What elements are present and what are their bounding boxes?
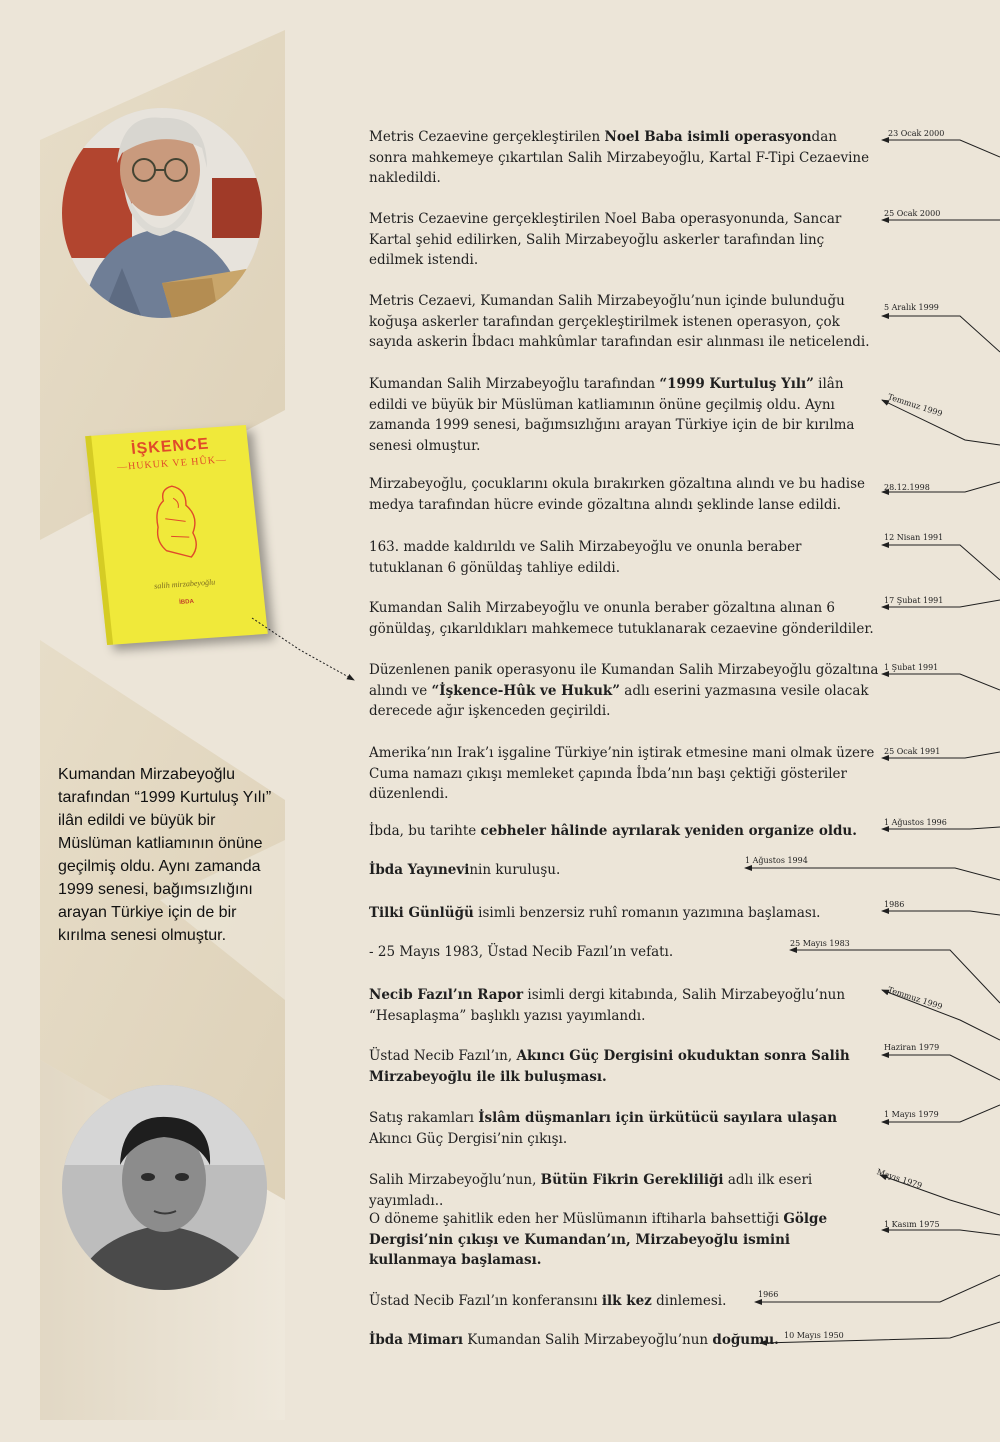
- entry-text: isimli dergi kitabında, Salih Mirzabeyoğlu’nun “Hesaplaşma” başlıklı yazısı yayımlandı.: [369, 987, 846, 1024]
- timeline-entry: [369, 985, 879, 1026]
- timeline-date: 1 Ağustos 1996: [884, 818, 947, 827]
- timeline-entry: [369, 1209, 879, 1271]
- timeline-date: 1 Kasım 1975: [884, 1220, 940, 1229]
- entry-text: İbda, bu tarihte: [369, 823, 481, 839]
- entry-text-bold: “1999 Kurtuluş Yılı”: [659, 376, 814, 392]
- timeline-date: Haziran 1979: [884, 1043, 940, 1052]
- entry-text: adlı ilk eseri yayımladı..: [369, 1172, 813, 1209]
- timeline-date: 1 Ağustos 1994: [745, 856, 808, 865]
- entry-text: Amerika’nın Irak’ı işgaline Türkiye’nin iştirak etmesine mani olmak üzere Cuma namazı çıkışı memleket çapında İbda’nın başı çektiği gösteriler düzenlendi.: [369, 745, 875, 802]
- timeline-entry: [369, 1170, 879, 1211]
- entry-text: Salih Mirzabeyoğlu’nun,: [369, 1172, 541, 1188]
- timeline-date: 10 Mayıs 1950: [784, 1331, 844, 1340]
- entry-text: - 25 Mayıs 1983, Üstad Necib Fazıl’ın vefatı.: [369, 944, 674, 960]
- timeline-date: 1966: [758, 1290, 779, 1299]
- timeline-entry: [369, 209, 879, 271]
- timeline-entry: [369, 127, 879, 189]
- pull-quote: Kumandan Mirzabeyoğlu tarafından “1999 Kurtuluş Yılı” ilân edildi ve büyük bir Müslüman katliamının önüne geçilmiş oldu. Aynı zamanda 1999 senesi, bağımsızlığını arayan Türkiye için de bir kırılma senesi olmuştur.: [58, 766, 272, 944]
- book-publisher: İBDA: [178, 598, 195, 606]
- entry-text-bold: Noel Baba isimli operasyon: [604, 129, 812, 145]
- entry-text-bold: İslâm düşmanları için ürkütücü sayılara ulaşan: [478, 1110, 838, 1126]
- entry-text-bold: İbda Yayınevi: [369, 862, 470, 878]
- entry-text-bold: Tilki Günlüğü: [369, 905, 474, 921]
- timeline-entry: [369, 598, 879, 639]
- timeline-entry: [369, 821, 879, 842]
- entry-text: Metris Cezaevine gerçekleştirilen Noel Baba operasyonunda, Sancar Kartal şehid edilirken, Salih Mirzabeyoğlu askerler tarafından linç edilmek istendi.: [369, 211, 842, 268]
- timeline-date: 25 Mayıs 1983: [790, 939, 850, 948]
- timeline-date: 1 Mayıs 1979: [884, 1110, 939, 1119]
- entry-text: Akıncı Güç Dergisi’nin çıkışı.: [369, 1130, 568, 1147]
- entry-text: Metris Cezaevine gerçekleştirilen: [369, 129, 605, 145]
- entry-text: dan sonra mahkemeye çıkartılan Salih Mirzabeyoğlu, Kartal F-Tipi Cezaevine nakledildi.: [369, 129, 870, 186]
- entry-text: Kumandan Salih Mirzabeyoğlu tarafından: [369, 376, 660, 392]
- entry-text-bold: Necib Fazıl’ın Rapor: [369, 987, 524, 1003]
- book-author: salih mirzabeyoğlu: [153, 577, 216, 591]
- book-subtitle: —HUKUK VE HÛK—: [116, 454, 228, 473]
- entry-text: 163. madde kaldırıldı ve Salih Mirzabeyoğlu ve onunla beraber tutuklanan 6 gönüldaş tahliye edildi.: [369, 539, 802, 576]
- entry-text: Metris Cezaevi, Kumandan Salih Mirzabeyoğlu’nun içinde bulunduğu koğuşa askerler tarafından gerçekleştirilmek istenen operasyon, çok sayıda askerin İbdacı mahkûmlar tarafından esir alınması ile neticelendi.: [369, 293, 870, 350]
- timeline-entry: [369, 660, 879, 722]
- timeline-entry: [369, 374, 879, 456]
- timeline-entry: [369, 743, 879, 805]
- entry-text: Kumandan Salih Mirzabeyoğlu’nun: [463, 1332, 713, 1348]
- timeline-entry: [369, 1046, 879, 1087]
- entry-text: Üstad Necib Fazıl’ın konferansını: [369, 1293, 602, 1309]
- timeline-date: Temmuz 1999: [886, 985, 944, 1012]
- timeline-entry: [369, 1108, 879, 1149]
- entry-text: Mirzabeyoğlu, çocuklarını okula bırakırken gözaltına alındı ve bu hadise medya tarafından hücre evinde gözaltına alındı şeklinde lanse edildi.: [369, 476, 865, 513]
- book-title: İŞKENCE: [130, 435, 211, 458]
- timeline-entry: [369, 291, 879, 353]
- timeline-date: 25 Ocak 2000: [884, 209, 941, 218]
- entry-text: adlı eserini yazmasına vesile olacak derecede ağır işkenceden geçirildi.: [369, 682, 869, 719]
- entry-text: O döneme şahitlik eden her Müslümanın iftiharla bahsettiği: [369, 1211, 784, 1227]
- entry-text-bold: İbda Mimarı: [369, 1332, 463, 1348]
- timeline-date: 25 Ocak 1991: [884, 747, 941, 756]
- entry-text: nin kuruluşu.: [469, 862, 561, 878]
- entry-text: dinlemesi.: [651, 1293, 727, 1309]
- timeline-date: 1986: [884, 900, 905, 909]
- timeline-date: 28.12.1998: [884, 483, 930, 492]
- entry-text: isimli benzersiz ruhî romanın yazımına başlaması.: [473, 905, 821, 921]
- entry-text-bold: “İşkence-Hûk ve Hukuk”: [431, 682, 621, 699]
- entry-text: Üstad Necib Fazıl’ın,: [369, 1048, 517, 1064]
- entry-text-bold: Akıncı Güç Dergisini okuduktan sonra Salih Mirzabeyoğlu ile ilk buluşması.: [369, 1048, 850, 1085]
- timeline-entry: [369, 474, 879, 515]
- entry-text: Kumandan Salih Mirzabeyoğlu ve onunla beraber gözaltına alınan 6 gönüldaş, çıkarıldıkları mahkemece tutuklanarak cezaevine gönderildiler.: [369, 600, 874, 637]
- entry-text-bold: Bütün Fikrin Gerekliliği: [540, 1172, 724, 1188]
- timeline-date: 12 Nisan 1991: [884, 533, 944, 542]
- entry-text: Düzenlenen panik operasyonu ile Kumandan Salih Mirzabeyoğlu gözaltına alındı ve: [369, 662, 879, 699]
- entry-text: ilân edildi ve büyük bir Müslüman katliamının önüne geçilmiş oldu. Aynı zamanda 1999 senesi, bağımsızlığını arayan Türkiye için de bir kırılma senesi olmuştur.: [369, 376, 855, 454]
- timeline-entry: [369, 903, 879, 924]
- timeline-entry: [369, 537, 879, 578]
- entry-text-bold: cebheler hâlinde ayrılarak yeniden organize oldu.: [480, 823, 857, 839]
- timeline-date: 17 Şubat 1991: [884, 596, 944, 605]
- entry-text-bold: Gölge Dergisi’nin çıkışı ve Kumandan’ın, Mirzabeyoğlu ismini kullanmaya başlaması.: [369, 1211, 828, 1268]
- timeline-entry: [369, 1291, 879, 1312]
- timeline-date: Mayıs 1979: [875, 1167, 924, 1191]
- entry-text-bold: ilk kez: [601, 1293, 652, 1309]
- timeline-date: 1 Şubat 1991: [884, 663, 939, 672]
- timeline-date: 5 Aralık 1999: [884, 303, 939, 312]
- timeline-date: 23 Ocak 2000: [888, 129, 945, 138]
- entry-text: Satış rakamları: [369, 1110, 479, 1126]
- entry-text-bold: doğumu.: [712, 1332, 779, 1348]
- timeline-date: Temmuz 1999: [886, 392, 944, 419]
